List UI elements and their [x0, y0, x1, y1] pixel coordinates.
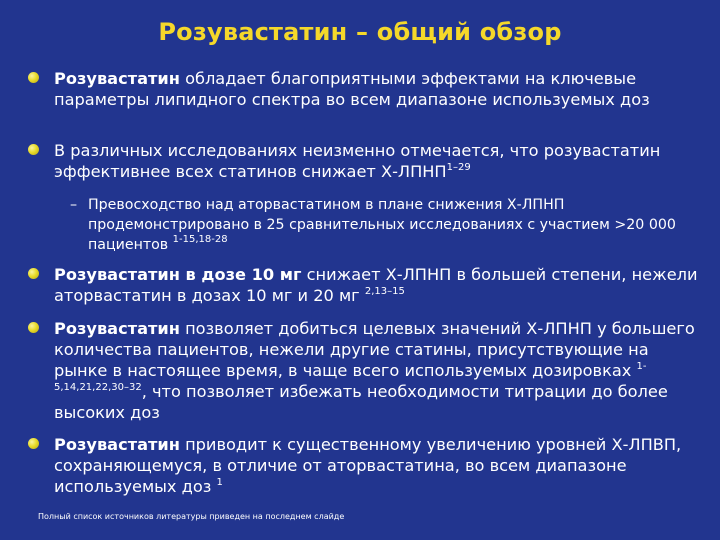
bullet-4: [28, 318, 698, 423]
bullet-text: [54, 318, 698, 423]
slide-title: Розувастатин – общий обзор: [158, 18, 562, 46]
bullet-icon: [28, 72, 39, 83]
bullet-body: приводит к существенному увеличению уровней Х-ЛПВП, сохраняющемуся, в отличие от аторвастатина, во всем диапазоне используемых доз: [54, 435, 682, 496]
bullet-bold: Розувастатин: [54, 69, 180, 88]
bullet-text: [54, 434, 698, 497]
bullet-bold: Розувастатин: [54, 319, 180, 338]
bullet-icon: [28, 322, 39, 333]
reference-superscript: 1-5,14,21,22,30–32: [54, 360, 647, 393]
reference-superscript: 1-15,18-28: [172, 234, 228, 246]
sub-bullet-text: [88, 195, 700, 255]
reference-superscript: 1–29: [446, 161, 471, 173]
bullet-bold: Розувастатин: [54, 435, 180, 454]
bullet-icon: [28, 144, 39, 155]
bullet-body: обладает благоприятными эффектами на ключевые параметры липидного спектра во всем диапазоне используемых доз: [54, 69, 650, 109]
bullet-body: снижает Х-ЛПНП в большей степени, нежели аторвастатин в дозах 10 мг и 20 мг: [54, 265, 698, 305]
footnote: Полный список источников литературы приведен на последнем слайде: [38, 512, 345, 521]
bullet-text: [54, 264, 698, 306]
bullet-2: [28, 140, 698, 182]
dash-marker: –: [70, 197, 78, 213]
bullet-body: В различных исследованиях неизменно отмечается, что розувастатин эффективнее всех статинов снижает Х-ЛПНП: [54, 141, 661, 181]
sub-bullet-body: Превосходство над аторвастатином в плане снижения Х-ЛПНП продемонстрировано в 25 сравнительных исследованиях с участием >20 000 пациентов: [88, 197, 676, 253]
bullet-icon: [28, 268, 39, 279]
bullet-body: позволяет добиться целевых значений Х-ЛПНП у большего количества пациентов, нежели другие статины, присутствующие на рынке в настоящее время, в чаще всего используемых дозировках: [54, 319, 695, 380]
bullet-text: [54, 140, 698, 182]
bullet-5: [28, 434, 698, 497]
bullet-body-continued: , что позволяет избежать необходимости титрации до более высоких доз: [54, 382, 668, 422]
bullet-1: [28, 68, 698, 110]
sub-bullet: [70, 195, 700, 255]
bullet-bold: Розувастатин в дозе 10 мг: [54, 265, 302, 284]
bullet-3: [28, 264, 698, 306]
reference-superscript: 2,13–15: [364, 285, 405, 297]
bullet-icon: [28, 438, 39, 449]
reference-superscript: 1: [216, 476, 223, 488]
bullet-text: [54, 68, 698, 110]
